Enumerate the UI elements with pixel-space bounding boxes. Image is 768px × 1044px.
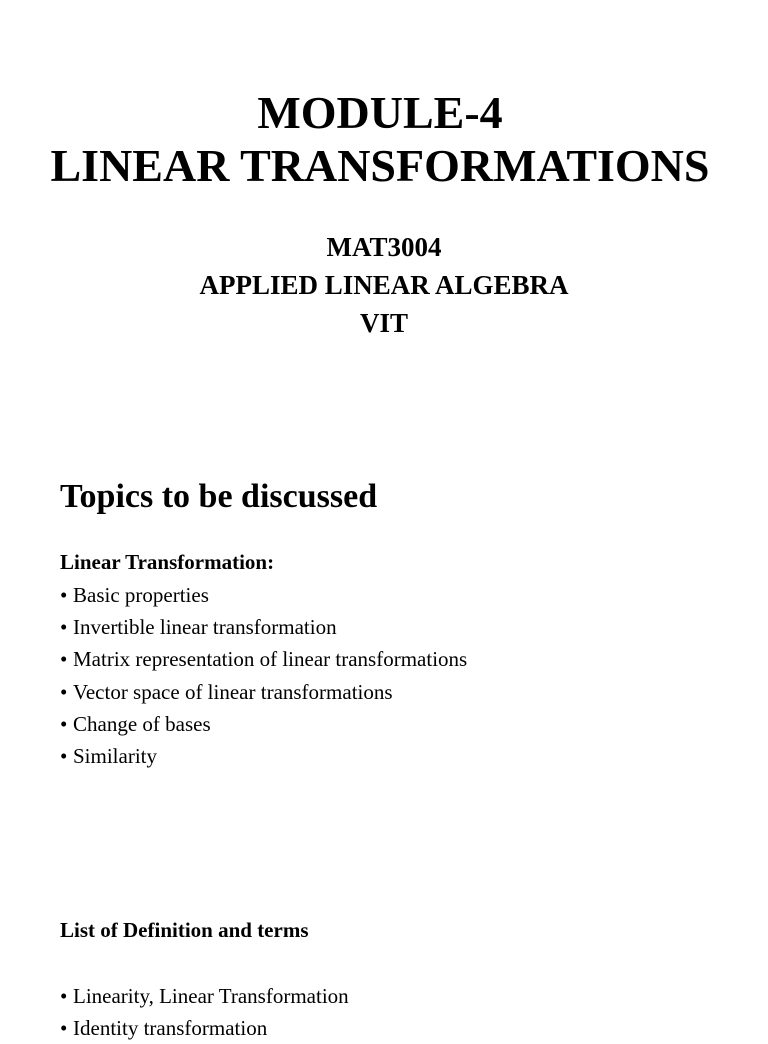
list-item-text: Basic properties — [73, 583, 209, 607]
list-item — [60, 611, 467, 643]
list-item — [60, 676, 467, 708]
module-title — [0, 86, 760, 192]
list-item — [60, 579, 467, 611]
course-code: MAT3004 — [326, 232, 442, 262]
bullet-icon: • — [60, 744, 68, 769]
module-number: MODULE-4 — [257, 87, 503, 138]
list-item-text: Vector space of linear transformations — [73, 679, 393, 704]
course-info — [0, 228, 768, 342]
topics-heading: Topics to be discussed — [60, 478, 378, 515]
list-item — [60, 1012, 349, 1044]
list-item-text: Linearity, Linear Transformation — [73, 984, 349, 1008]
module-topic: LINEAR TRANSFORMATIONS — [50, 140, 710, 191]
list-item — [60, 643, 467, 675]
bullet-icon: • — [60, 711, 68, 736]
bullet-icon: • — [60, 647, 68, 672]
bullet-icon: • — [60, 679, 68, 704]
topics-list — [60, 579, 467, 772]
list-item-text: Matrix representation of linear transformations — [73, 647, 468, 672]
bullet-icon: • — [60, 583, 68, 607]
institution-name: VIT — [359, 308, 408, 338]
list-item — [60, 740, 467, 772]
course-name: APPLIED LINEAR ALGEBRA — [199, 270, 569, 300]
list-item-text: Identity transformation — [73, 1016, 268, 1041]
list-item-text: Change of bases — [73, 711, 211, 736]
list-item — [60, 708, 467, 740]
definitions-heading: List of Definition and terms — [60, 918, 309, 942]
definitions-list — [60, 980, 349, 1044]
bullet-icon: • — [60, 984, 68, 1008]
list-item-text: Invertible linear transformation — [73, 615, 337, 640]
list-item-text: Similarity — [73, 744, 157, 769]
bullet-icon: • — [60, 615, 68, 640]
bullet-icon: • — [60, 1016, 68, 1041]
list-item — [60, 980, 349, 1012]
linear-transformation-label: Linear Transformation: — [60, 550, 275, 574]
